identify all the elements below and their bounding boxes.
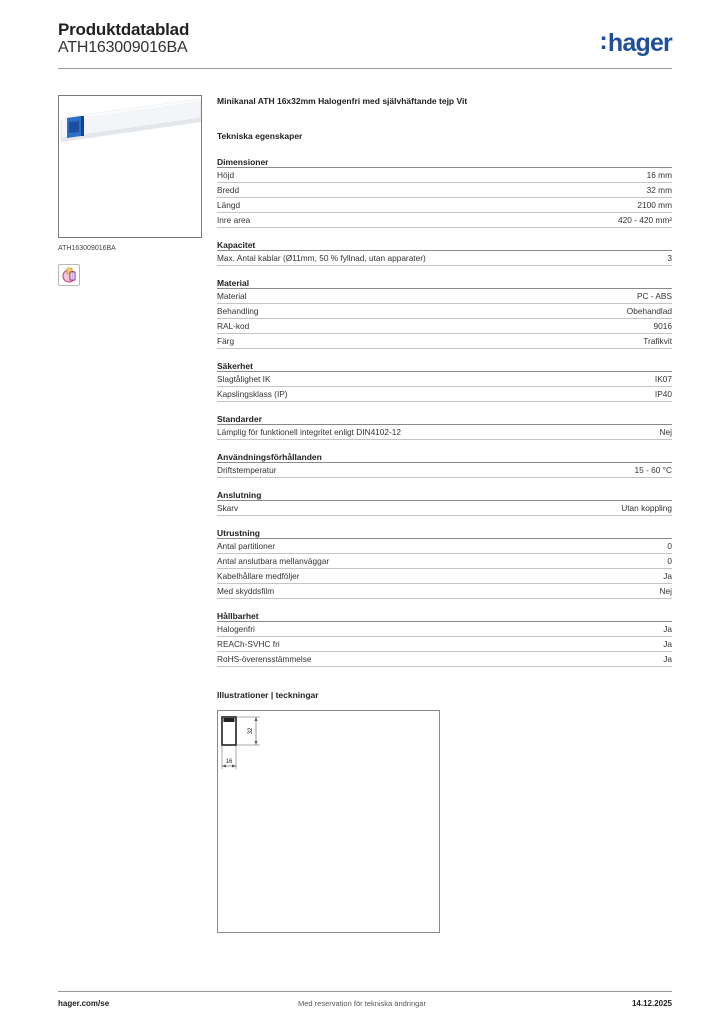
spec-value: 16 mm	[646, 170, 672, 180]
product-name: Minikanal ATH 16x32mm Halogenfri med självhäftande tejp Vit	[217, 96, 468, 106]
spec-value: Nej	[659, 427, 672, 437]
spec-label: Med skyddsfilm	[217, 586, 275, 596]
spec-label: Driftstemperatur	[217, 465, 277, 475]
height-dimension-label: 32	[248, 727, 254, 735]
spec-value: 15 - 60 °C	[634, 465, 672, 475]
spec-label: Inre area	[217, 215, 251, 225]
spec-value: Utan koppling	[621, 503, 672, 513]
section-heading: Användningsförhållanden	[217, 451, 672, 463]
spec-row	[217, 463, 672, 478]
spec-label: REACh-SVHC fri	[217, 639, 280, 649]
spec-value: PC - ABS	[636, 291, 672, 301]
spec-row	[217, 569, 672, 584]
spec-row	[217, 652, 672, 667]
spec-value: 32 mm	[646, 185, 672, 195]
spec-label: Längd	[217, 200, 241, 210]
spec-section	[217, 156, 672, 228]
hager-logo: :hager	[599, 27, 672, 57]
spec-value: Nej	[659, 586, 672, 596]
spec-row	[217, 425, 672, 440]
spec-row	[217, 584, 672, 599]
spec-value: IP40	[654, 389, 672, 399]
spec-value: 9016	[653, 321, 672, 331]
spec-label: Kabelhållare medföljer	[217, 571, 300, 581]
spec-section	[217, 489, 672, 516]
spec-sections	[217, 156, 672, 667]
spec-value: Obehandlad	[626, 306, 672, 316]
spec-row	[217, 304, 672, 319]
spec-label: Max. Antal kablar (Ø11mm, 50 % fyllnad, utan apparater)	[217, 253, 426, 263]
footer-website[interactable]: hager.com/se	[58, 999, 110, 1008]
spec-row	[217, 183, 672, 198]
spec-row	[217, 198, 672, 213]
spec-label: Kapslingsklass (IP)	[217, 389, 288, 399]
spec-section	[217, 360, 672, 402]
spec-section	[217, 527, 672, 599]
technical-title: Tekniska egenskaper	[217, 131, 303, 141]
spec-label: Antal anslutbara mellanväggar	[217, 556, 330, 566]
spec-section	[217, 413, 672, 440]
spec-row	[217, 168, 672, 183]
section-heading: Utrustning	[217, 527, 672, 539]
spec-section	[217, 239, 672, 266]
spec-row	[217, 554, 672, 569]
spec-section	[217, 277, 672, 349]
spec-label: RAL-kod	[217, 321, 250, 331]
halogen-free-icon	[58, 264, 80, 286]
spec-content	[217, 96, 672, 667]
spec-section	[217, 451, 672, 478]
spec-value: 0	[667, 541, 672, 551]
spec-label: Skarv	[217, 503, 239, 513]
spec-row	[217, 289, 672, 304]
spec-label: Lämplig för funktionell integritet enligt DIN4102-12	[217, 427, 402, 437]
illustrations-title: Illustrationer | teckningar	[217, 690, 319, 700]
spec-value: IK07	[654, 374, 672, 384]
spec-label: Färg	[217, 336, 235, 346]
spec-row	[217, 372, 672, 387]
spec-row	[217, 319, 672, 334]
spec-row	[217, 387, 672, 402]
spec-value: 2100 mm	[637, 200, 672, 210]
spec-value: Ja	[663, 571, 672, 581]
section-heading: Säkerhet	[217, 360, 672, 372]
spec-section	[217, 610, 672, 667]
section-heading: Anslutning	[217, 489, 672, 501]
width-dimension-label: 16	[225, 759, 233, 765]
spec-row	[217, 622, 672, 637]
footer-note: Med reservation för tekniska ändringar	[298, 999, 426, 1008]
spec-row	[217, 637, 672, 652]
spec-value: Trafikvit	[643, 336, 672, 346]
spec-value: Ja	[663, 639, 672, 649]
spec-label: Bredd	[217, 185, 240, 195]
spec-label: Halogenfri	[217, 624, 255, 634]
spec-label: Behandling	[217, 306, 259, 316]
footer-divider	[58, 991, 672, 992]
header-divider	[58, 68, 672, 69]
spec-value: 0	[667, 556, 672, 566]
product-code-heading: ATH163009016BA	[58, 39, 188, 56]
spec-value: 420 - 420 mm²	[618, 215, 672, 225]
footer-date: 14.12.2025	[631, 999, 672, 1008]
spec-row	[217, 501, 672, 516]
product-image	[58, 95, 202, 238]
spec-label: Höjd	[217, 170, 235, 180]
dimension-drawing	[217, 710, 440, 933]
spec-row	[217, 213, 672, 228]
section-heading: Kapacitet	[217, 239, 672, 251]
spec-label: Antal partitioner	[217, 541, 276, 551]
spec-label: Slagtålighet IK	[217, 374, 271, 384]
spec-value: Ja	[663, 624, 672, 634]
spec-label: RoHS-överensstämmelse	[217, 654, 312, 664]
section-heading: Hållbarhet	[217, 610, 672, 622]
section-heading: Material	[217, 277, 672, 289]
section-heading: Standarder	[217, 413, 672, 425]
spec-row	[217, 251, 672, 266]
section-heading: Dimensioner	[217, 156, 672, 168]
page-title: Produktdatablad	[58, 20, 190, 39]
spec-row	[217, 539, 672, 554]
spec-value: Ja	[663, 654, 672, 664]
spec-row	[217, 334, 672, 349]
spec-label: Material	[217, 291, 247, 301]
image-caption: ATH163009016BA	[58, 245, 116, 252]
spec-value: 3	[667, 253, 672, 263]
